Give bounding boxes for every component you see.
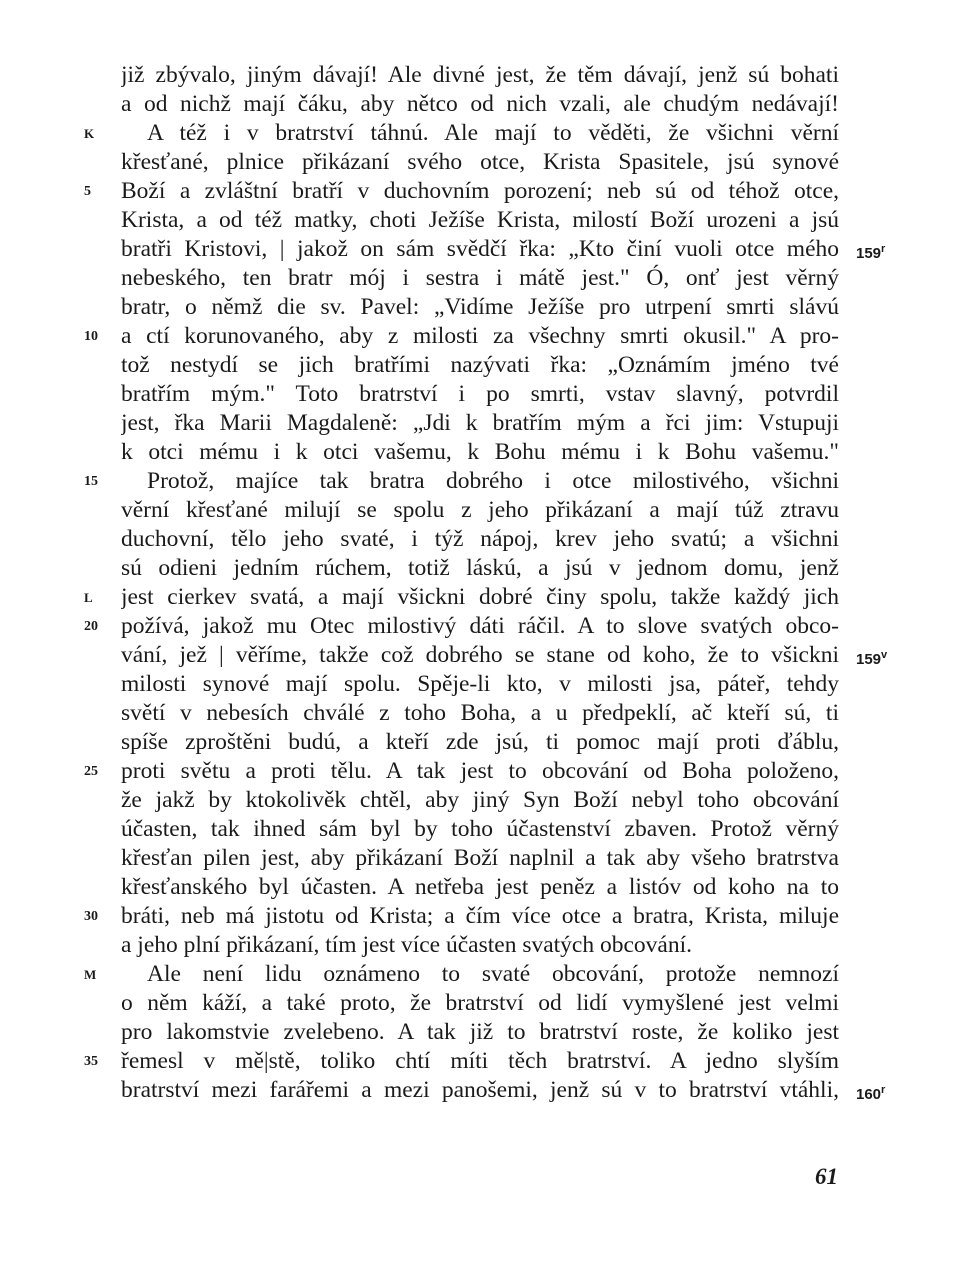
text-line-20: požívá, jakož mu Otec milostivý dáti ráčil. A to slove svatých obco-	[121, 613, 839, 639]
line-number-25: 25	[84, 764, 98, 779]
text-line-16: věrní křesťané milují se spolu z jeho přikázaní a mají túž ztravu	[121, 497, 839, 523]
text-line-19: jest cierkev svatá, a mají všickni dobré činy spolu, takže každý jich	[121, 584, 839, 610]
section-marker-k: K	[84, 126, 95, 141]
text-line-21: vání, jež | věříme, takže což dobrého se stane od koho, že to všickni	[121, 642, 839, 668]
folio-160r	[856, 1076, 885, 1109]
text-line-36: bratrství mezi farářemi a mezi panošemi, jenž sú v to bratrství vtáhli,	[121, 1077, 839, 1103]
text-line-18: sú odieni jedním rúchem, totiž láskú, a jsú v jednom domu, jenž	[121, 555, 839, 581]
text-line-24: spíše zproštěni budú, a kteří zde jsú, ti pomoc mají proti ďáblu,	[121, 729, 839, 755]
text-line-1: již zbývalo, jiným dávají! Ale divné jest, že těm dávají, jenž sú bohati	[121, 62, 839, 88]
text-line-4: křesťané, plnice přikázaní svého otce, Krista Spasitele, jsú synové	[121, 149, 839, 175]
text-line-33: o něm káží, a také proto, že bratrství od lidí vymyšlené jest velmi	[121, 990, 839, 1016]
section-marker-l: L	[84, 590, 93, 605]
text-line-9: bratr, o němž die sv. Pavel: „Vidíme Ježíše pro utrpení smrti slávú	[121, 294, 839, 320]
text-line-30: bráti, neb má jistotu od Krista; a čím více otce a bratra, Krista, miluje	[121, 903, 839, 929]
text-line-6: Krista, a od též matky, choti Ježíše Krista, milostí Boží urozeni a jsú	[121, 207, 839, 233]
text-line-12: bratřím mým." Toto bratrství i po smrti, vstav slavný, potvrdil	[121, 381, 839, 407]
text-line-14: k otci mému i k otci vašemu, k Bohu mému i k Bohu vašemu."	[121, 439, 839, 465]
text-line-31: a jeho plní přikázaní, tím jest více účasten svatých obcování.	[121, 932, 692, 958]
folio-160r-side: r	[881, 1084, 886, 1096]
folio-159v-side: v	[881, 649, 888, 661]
folio-160r-number: 160	[856, 1086, 882, 1103]
text-line-29: křesťanského byl účasten. A netřeba jest peněz a listóv od koho na to	[121, 874, 839, 900]
text-line-25: proti světu a proti tělu. A tak jest to obcování od Boha položeno,	[121, 758, 839, 784]
page-number: 61	[815, 1164, 838, 1189]
folio-159r-side: r	[881, 243, 886, 255]
line-number-30: 30	[84, 909, 98, 924]
text-line-17: duchovní, tělo jeho svaté, i týž nápoj, krev jeho svatú; a všichni	[121, 526, 839, 552]
folio-159r-number: 159	[856, 245, 882, 262]
line-number-35: 35	[84, 1054, 98, 1069]
line-number-10: 10	[84, 329, 98, 344]
folio-159r	[856, 235, 885, 268]
text-line-32: Ale není lidu oznámeno to svaté obcování, protože nemnozí	[147, 961, 839, 987]
text-line-28: křesťan pilen jest, aby přikázaní Boží naplnil a tak aby všeho bratrstva	[121, 845, 839, 871]
line-number-15: 15	[84, 474, 98, 489]
text-line-10: a ctí korunovaného, aby z milosti za všechny smrti okusil." A pro-	[121, 323, 839, 349]
text-line-27: účasten, tak ihned sám byl by toho účastenství zbaven. Protož věrný	[121, 816, 839, 842]
text-line-23: světí v nebesích chválé z toho Boha, a u předpeklí, ač kteří sú, ti	[121, 700, 839, 726]
text-line-11: tož nestydí se jich bratřími nazývati řka: „Oznámím jméno tvé	[121, 352, 839, 378]
text-line-22: milosti synové mají spolu. Spěje-li kto, v milosti jsa, páteř, tehdy	[121, 671, 839, 697]
text-line-7: bratři Kristovi, | jakož on sám svědčí řka: „Kto činí vuoli otce mého	[121, 236, 839, 262]
section-marker-m: M	[84, 967, 97, 982]
line-number-5: 5	[84, 184, 91, 199]
folio-159v-number: 159	[856, 651, 882, 668]
text-line-3: A též i v bratrství táhnú. Ale mají to věděti, že všichni věrní	[147, 120, 839, 146]
text-line-15: Protož, majíce tak bratra dobrého i otce milostivého, všichni	[147, 468, 839, 494]
folio-159v	[856, 641, 887, 674]
text-line-34: pro lakomstvie zvelebeno. A tak již to bratrství roste, že koliko jest	[121, 1019, 839, 1045]
text-line-26: že jakž by ktokolivěk chtěl, aby jiný Syn Boží nebyl toho obcování	[121, 787, 839, 813]
text-line-5: Boží a zvláštní bratří v duchovním porození; neb sú od téhož otce,	[121, 178, 839, 204]
text-line-8: nebeského, ten bratr mój i sestra i mátě jest." Ó, onť jest věrný	[121, 265, 839, 291]
text-line-2: a od nichž mají čáku, aby nětco od nich vzali, ale chudým nedávají!	[121, 91, 839, 117]
line-number-20: 20	[84, 619, 98, 634]
text-line-13: jest, řka Marii Magdaleně: „Jdi k bratřím mým a řci jim: Vstupuji	[121, 410, 839, 436]
text-line-35: řemesl v mě|stě, toliko chtí míti těch bratrství. A jedno slyším	[121, 1048, 839, 1074]
